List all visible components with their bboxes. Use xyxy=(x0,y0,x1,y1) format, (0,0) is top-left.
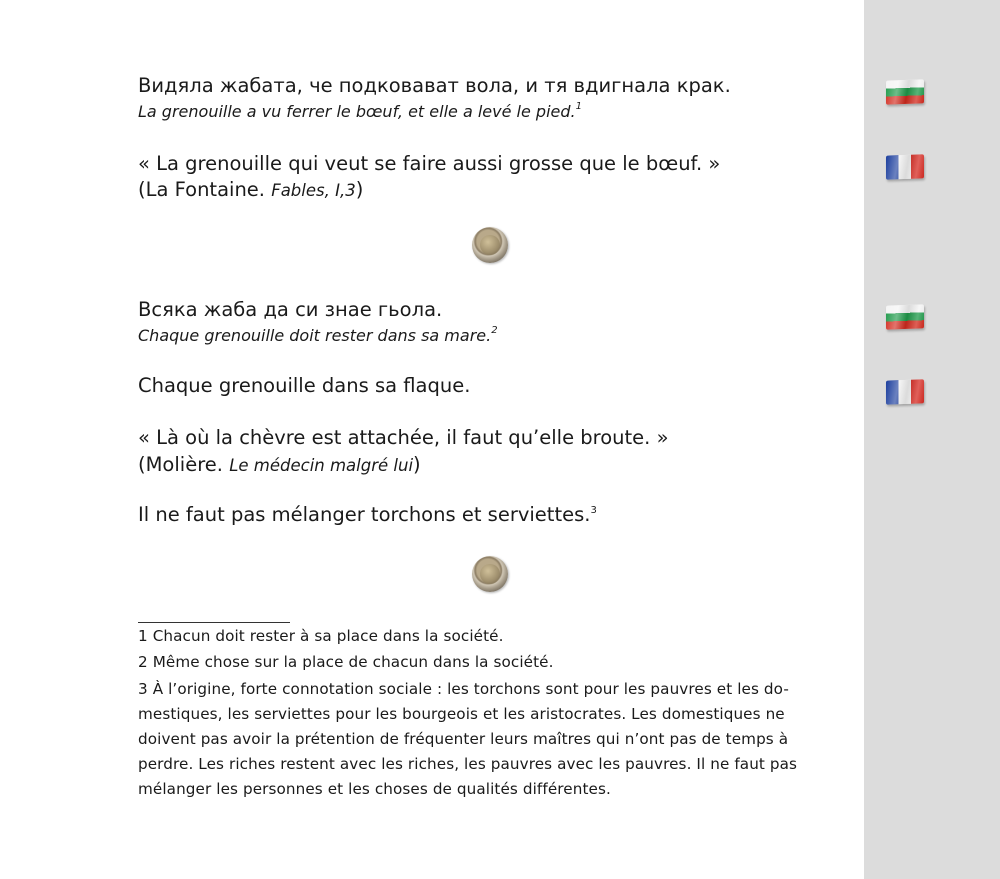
source-author: (La Fontaine. xyxy=(138,178,272,201)
coin-separator-icon xyxy=(472,556,508,592)
proverb-text: Видяла жабата, че подковават вола, и тя вдигнала крак. xyxy=(138,74,731,97)
quote-text: « Là où la chèvre est attachée, il faut qu’elle broute. » xyxy=(138,426,669,449)
proverb-translation xyxy=(138,102,582,121)
footnote-divider xyxy=(138,622,290,623)
footnote-3-line: doivent pas avoir la prétention de fréquenter leurs maîtres qui n’ont pas de temps à xyxy=(138,730,789,748)
footnote-ref: 3 xyxy=(590,505,597,516)
source-close: ) xyxy=(355,178,364,201)
french-flag-icon xyxy=(886,154,924,179)
french-equivalent-quote xyxy=(138,426,669,449)
sidebar-band xyxy=(864,0,1000,879)
proverb-text: Всяка жаба да си знае гьола. xyxy=(138,298,443,321)
footnote-1: 1 Chacun doit rester à sa place dans la société. xyxy=(138,627,504,645)
french-equivalent-quote xyxy=(138,152,720,175)
quote-source xyxy=(138,453,421,476)
source-close: ) xyxy=(413,453,421,476)
quote-text: « La grenouille qui veut se faire aussi grosse que le bœuf. » xyxy=(138,152,721,175)
translation-text: La grenouille a vu ferrer le bœuf, et elle a levé le pied. xyxy=(138,102,576,121)
footnote-ref: 1 xyxy=(575,101,582,112)
equivalent-text: Il ne faut pas mélanger torchons et serviettes. xyxy=(138,503,591,526)
proverb-bulgarian xyxy=(138,74,731,97)
footnote-ref: 2 xyxy=(491,325,498,336)
footnote-3-line: mélanger les personnes et les choses de qualités différentes. xyxy=(138,780,611,798)
source-work: Le médecin malgré lui xyxy=(229,456,414,475)
equivalent-text: Chaque grenouille dans sa flaque. xyxy=(138,374,471,397)
source-work: Fables, I,3 xyxy=(271,181,356,200)
footnote-3-line: perdre. Les riches restent avec les riches, les pauvres avec les pauvres. Il ne faut pas xyxy=(138,755,798,773)
quote-source xyxy=(138,178,363,201)
source-author: (Molière. xyxy=(138,453,230,476)
footnote-3-line: 3 À l’origine, forte connotation sociale : les torchons sont pour les pauvres et les do- xyxy=(138,680,789,698)
bulgarian-flag-icon xyxy=(886,79,924,104)
proverb-translation xyxy=(138,326,498,345)
french-equivalent xyxy=(138,503,597,526)
footnote-3-line: mestiques, les serviettes pour les bourgeois et les aristocrates. Les domestiques ne xyxy=(138,705,785,723)
french-equivalent xyxy=(138,374,470,397)
translation-text: Chaque grenouille doit rester dans sa mare. xyxy=(138,326,492,345)
coin-separator-icon xyxy=(472,227,508,263)
footnote-2: 2 Même chose sur la place de chacun dans la société. xyxy=(138,653,554,671)
proverb-bulgarian xyxy=(138,298,442,321)
french-flag-icon xyxy=(886,379,924,404)
bulgarian-flag-icon xyxy=(886,304,924,329)
